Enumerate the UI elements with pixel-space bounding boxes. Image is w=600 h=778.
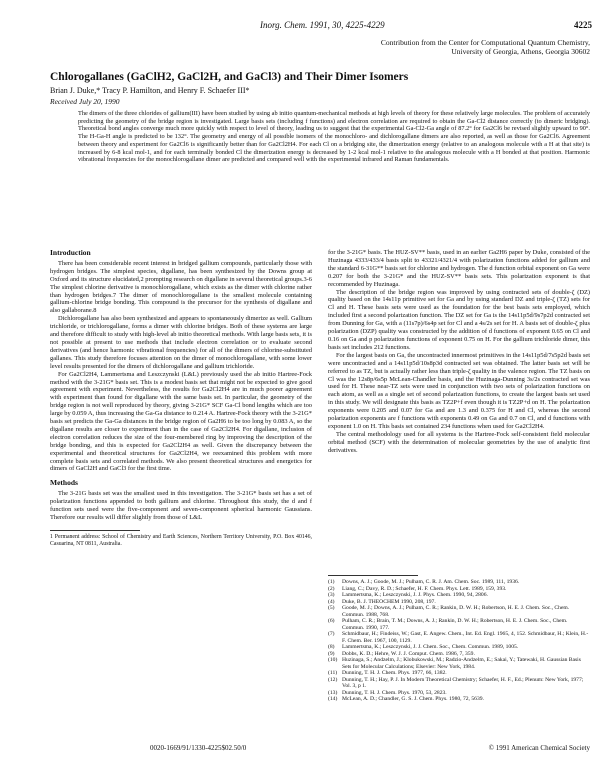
reference-item [328,657,590,670]
page-number: 4225 [574,20,592,30]
reference-text: Duke, B. J. THEOCHEM 1990, 208, 197. [342,598,436,605]
reference-text: Lammertsma, K.; Leszczynski, J. J. Chem. Soc., Chem. Commun. 1989, 1005. [342,644,519,650]
journal-citation: Inorg. Chem. 1991, 30, 4225-4229 [260,20,385,30]
reference-number: (7) [328,631,335,637]
reference-number: (11) [328,670,338,676]
reference-text: Lammertsma, K.; Leszczynski, J. J. Phys. Chem. 1990, 94, 2806. [342,592,488,598]
reference-number: (9) [328,650,335,657]
paragraph: For Ga2Cl2H4, Lammertsma and Leszczynski (L&L) previously used the ab initio Hartree-Fock method with the 3-21G* basis set. This is a modest basis set that might not be expected to give good agreement with experiment. Nevertheless, the results for Ga2Cl2H4 are in much poorer agreement with experiment than found for digallane with the same basis set. In particular, the geometry of the bridge region is not well reproduced by theory, giving 3-21G* SCF Ga-Cl bond lengths which are too large by 0.059 A, thus increasing the Ga-Ga distance to 0.214 A. Hartree-Fock theory with the 3-21G* basis set predicts the Ga-Ga distances in the bridge region of Ga2H6 to be too long by 0.083 A, so the digallane results are closer to experiment than in the case of Ga2Cl2H4. For digallane, inclusion of electron correlation reduces the size of the four-membered ring by improving the description of the bridge bonding, and this is expected for Ga2Cl2H4 as well. Given the discrepancy between the experimental and theoretical structures for Ga2Cl2H4, we reexamined this problem with more complete basis sets and correlated methods. We also present theoretical structures and energetics for dimers of GaCl2H and GaCl3 for the first time. [50,370,312,473]
paragraph: There has been considerable recent interest in bridged gallium compounds, particularly those with hydrogen bridges. The simplest species, digallane, has been synthesized by the Downs group at Oxford and its structure elucidated,2 prompting research on digallane in several theoretical groups.3-6 The simplest chlorine derivative is monochlorogallane, which exists as the dimer with chlorine rather than hydrogen bridges.7 The dimer of monochlorogallane is the smallest molecule containing gallium-chlorine bridge bonding. This compound is the precursor for the synthesis of digallane and also gallaborane.8 [50,259,312,315]
reference-text: Dunning, T. H. J. Chem. Phys. 1977, 66, 1382. [342,670,447,676]
abstract: The dimers of the three chlorides of gallium(III) have been studied by using ab initio quantum-mechanical methods at high levels of theory for these relatively large molecules. The problem of accurately predicting the geometry of the bridge region is investigated. Large basis sets (including f functions) and electron correlation are required to obtain the Ga-Cl2 distance correctly (to dimeric bridging). Theoretical bond angles converge much more quickly with respect to level of theory, leading us to suggest that the experimental Ga-Cl2-Ga angle of 87.2° for Ga2Cl6 be revised slightly upward to 90°. The H-Ga-H angle is predicted to be 132°. The geometry and energy of all possible isomers of the monochloro- and dichlorogallane dimers are also reported, as well as those for Ga2Cl6. Agreement between theory and experiment for Ga2Cl6 is significantly better than for Ga2Cl2H4. For each Cl on a bridging site, the dimerization energy (relative to an analogous molecule with a H at that site) is increased by 6-8 kcal mol-1, and for each terminally bonded Cl the dimerization energy is decreased by 1-2 kcal mol-1 relative to the analogous molecule with a H bonded at that position. Harmonic vibrational frequencies for the monochlorogallane dimer are predicted and compared well with the experimental infrared and Raman fundamentals. [78,110,590,164]
right-column [328,249,590,455]
reference-text: Schmidbaur, H.; Findeiss, W.; Gast, E. Angew. Chem., Int. Ed. Engl. 1965, 4, 152. Schmidbaur, H.; Klein, H.-F. Chem. Ber. 1967, 100, 1129. [342,631,589,644]
paragraph: The 3-21G basis set was the smallest used in this investigation. The 3-21G* basis set has a set of polarization functions appended to both gallium and chlorine. Throughout this study, the d and f function sets used were the five-component and seven-component spherical harmonic Gaussians. Therefore our results will differ slightly from those of L&L [50,490,312,521]
reference-item [328,631,590,644]
reference-text: Downs, A. J.; Goode, M. J.; Pulham, C. R. J. Am. Chem. Soc. 1989, 111, 1936. [342,579,520,585]
reference-list [328,575,590,703]
reference-text: Dunning, T. H. J. Chem. Phys. 1970, 53, 2823. [342,689,447,696]
reference-number: (2) [328,585,335,592]
reference-number: (8) [328,644,335,650]
reference-item [328,677,590,690]
article-title: Chlorogallanes (GaClH2, GaCl2H, and GaCl3) and Their Dimer Isomers [50,71,409,83]
author-list: Brian J. Duke,* Tracy P. Hamilton, and Henry F. Schaefer III* [50,86,250,95]
copyright-notice: © 1991 American Chemical Society [488,744,590,752]
reference-number: (1) [328,579,335,585]
reference-text: Liang, C.; Davy, R. D.; Schaefer, H. F. Chem. Phys. Lett. 1989, 159, 393. [342,585,507,592]
introduction-heading: Introduction [50,248,91,257]
contribution-line-2: University of Georgia, Athens, Georgia 30602 [451,47,590,56]
contribution-line-1: Contribution from the Center for Computational Quantum Chemistry, [380,38,590,47]
reference-text: McLean, A. D.; Chandler, G. S. J. Chem. Phys. 1980, 72, 5639. [342,696,484,702]
paragraph: Dichlorogallane has also been synthesized and appears to spontaneously dimerize as well. Gallium trichloride, or trichlorogallane, forms a dimer with chlorine bridges. Both of these systems are large and therefore difficult to study with high-level ab initio theoretical methods. With large basis sets, it is not possible at present to use methods that include electron correlation or to evaluate second derivatives (and hence harmonic vibrational frequencies) for all of the dimers of chlorine-substituted gallanes. This study therefore focuses attention on the dimer of monochlorogallane, with some lower level results presented for the dimers of dichlorogallane and gallium trichloride. [50,315,312,370]
footnote-rule [50,530,140,531]
paragraph: for the 3-21G* basis. The HUZ-SV** basis, used in an earlier Ga2H6 paper by Duke, consisted of the Huzinaga 4333/433/4 basis split to 43321/4321/4 with polarization functions added for gallium and the standard 6-31G** basis set for chlorine and hydrogen. The d function orbital exponent on Ga were 0.207 for both the 3-21G* and the HUZ-SV** basis sets. This polarization exponent is that recommended by Huzinaga. [328,249,590,288]
reference-item [328,605,590,618]
reference-number: (5) [328,605,335,611]
reference-number: (6) [328,618,335,624]
reference-text: Dunning, T. H.; Hay, P. J. In Modern Theoretical Chemistry; Schaefer, H. F., Ed.; Plenum: New York, 1977; Vol. 3, p 1. [342,676,584,689]
contribution-line [170,38,590,56]
reference-number: (10) [328,657,338,663]
paragraph: The central methodology used for all systems is the Hartree-Fock self-consistent field molecular orbital method (SCF) with the determination of molecular geometries by the use of analytic first derivatives. [328,430,590,454]
reference-text: Pulham, C. R.; Brain, T. M.; Downs, A. J.; Rankin, D. W. H.; Robertson, H. E. J. Chem. Soc., Chem. Commun. 1990, 177. [342,618,568,631]
reference-number: (3) [328,592,335,598]
reference-text: Goode, M. J.; Downs, A. J.; Pulham, C. R.; Rankin, D. W. H.; Robertson, H. E. J. Chem. Soc., Chem. Commun. 1988, 768. [342,605,570,618]
reference-text: Huzinaga, S.; Andzelm, J.; Klobukowski, M.; Radzio-Andzelm, E.; Sakai, Y.; Tatewaki, H. Gaussian Basis Sets for Molecular Calculations; Elsevier: New York, 1984. [342,657,581,670]
reference-number: (14) [328,696,338,702]
reference-number: (13) [328,689,338,696]
paragraph: For the largest basis on Ga, the uncontracted innermost primitives in the 14s11p5d/7s5p2d basis set were uncontracted and a 14s11p5d/10s8p3d contracted set was obtained. The latter basis set will be referred to as TZ, but is actually rather less than triple-ζ quality in the valence region. The TZ basis on Cl was the 12s8p/6s5p McLean-Chandler basis, and the Huzinaga-Dunning 3s/2s contracted set was used for H. These near-TZ sets were used in conjunction with two sets of polarization functions on each atom, as well as a single set of second polarization functions, to create the largest basis set used in this study. We will designate this basis as TZ2P+f even though it is TZ2P+d on H. The polarization exponents were 0.205 and 0.07 for Ga and are 1.3 and 0.375 for H and Cl, whereas the second polarization exponents are f functions with exponents 0.49 on Ga and 0.7 on Cl, and d functions with exponent 1.0 on H. This basis set contained 234 functions when used for Ga2Cl2H4. [328,351,590,430]
footnote: 1 Permanent address: School of Chemistry and Earth Sciences, Northern Territory University, P.O. Box 40146, Casuarina, NT 0811, Australia. [50,533,312,547]
reference-item [328,618,590,631]
received-date: Received July 20, 1990 [50,97,120,106]
methods-heading: Methods [50,478,78,488]
reference-number: (4) [328,598,335,605]
article-code: 0020-1669/91/1330-4225$02.50/0 [150,744,247,752]
reference-number: (12) [328,676,338,683]
reference-rule [328,575,418,576]
paragraph: The description of the bridge region was improved by using contracted sets of double-ζ (DZ) quality based on the 14s11p primitive set for Ga and by using standard DZ and triple-ζ (TZ) sets for Cl and H. These basis sets were used as the foundation for the best basis sets employed, which included first a second polarization function. The DZ set for Ga is the 14s11p5d/9s7p2d contracted set from Dunning for Ga, with a (11s7p)/6s4p set for Cl and a 4s/2s set for H. A basis set of double-ζ plus polarization (DZP) quality was constructed by the addition of d functions of exponent 0.65 on Cl and 0.16 on Ga and p polarization functions of exponent 0.75 on H. For the gallium trichloride dimer, this basis set includes 212 functions. [328,288,590,351]
reference-text: Dobbs, K. D.; Hehre, W. J. J. Comput. Chem. 1986, 7, 359. [342,650,475,657]
reference-item [328,696,590,703]
left-column [50,249,312,548]
running-head [260,20,592,30]
